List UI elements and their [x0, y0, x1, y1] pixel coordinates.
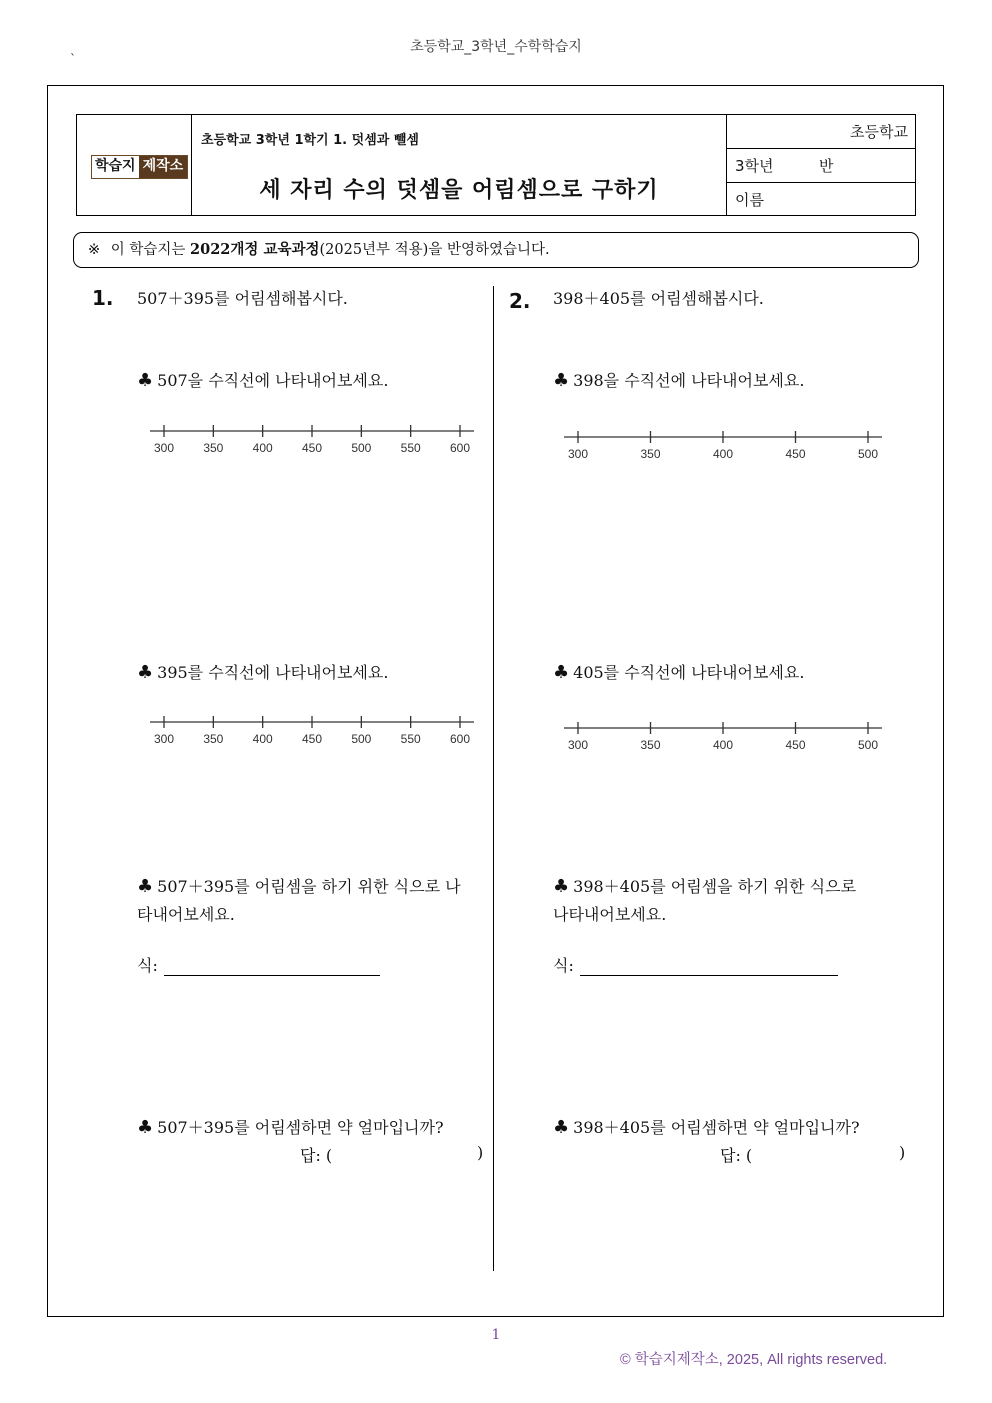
numberline-tick-label: 600 [449, 732, 471, 746]
q1-step3 [137, 873, 487, 929]
school-row [727, 115, 916, 149]
q2-answer-close: ) [899, 1143, 906, 1162]
school-label: 초등학교 [850, 123, 908, 141]
club-icon: ♣ [553, 1117, 570, 1138]
q1-answer-close: ) [477, 1143, 484, 1162]
q1-formula [137, 953, 380, 976]
q1-step2-text: 395를 수직선에 나타내어보세요. [157, 663, 389, 682]
title-table [76, 114, 916, 216]
logo-part-1: 학습지 [92, 156, 139, 178]
q2-formula [553, 953, 838, 976]
q2-formula-label: 식: [553, 956, 574, 975]
numberline-tick-label: 500 [351, 441, 372, 455]
class-label: 반 [819, 157, 834, 175]
q1-answer-label: 답: ( [300, 1146, 333, 1165]
q2-answer-blank[interactable] [768, 1143, 896, 1163]
q2-answer-label: 답: ( [720, 1146, 753, 1165]
q2-step2 [553, 660, 804, 683]
numberline-tick-label: 400 [252, 441, 273, 455]
notice-mark: ※ [88, 242, 101, 258]
club-icon: ♣ [553, 662, 570, 683]
q2-prompt: 398＋405를 어림셈해봅시다. [553, 289, 764, 308]
numberline-tick-label: 350 [203, 732, 224, 746]
numberline-tick-label: 350 [640, 738, 661, 752]
q1-answer-blank[interactable] [348, 1143, 474, 1163]
numberline-tick-label: 300 [567, 738, 589, 752]
stray-mark: ` [70, 52, 76, 66]
copyright-notice: © 학습지제작소, 2025, All rights reserved. [620, 1352, 888, 1368]
q1-step3-text-b: 타내어보세요. [137, 905, 235, 924]
q2-step3 [553, 873, 903, 929]
grade-row[interactable] [727, 149, 916, 183]
q2-numberline-1[interactable] [562, 426, 884, 466]
club-icon: ♣ [137, 1117, 154, 1138]
q1-step1-text: 507을 수직선에 나타내어보세요. [157, 371, 389, 390]
q2-step1 [553, 368, 804, 391]
q1-step3-text-a: 507＋395를 어림셈을 하기 위한 식으로 나 [157, 877, 461, 896]
numberline-tick-label: 450 [785, 738, 806, 752]
numberline-tick-label: 550 [400, 732, 421, 746]
q2-step4 [553, 1115, 860, 1138]
numberline-tick-label: 300 [153, 732, 175, 746]
club-icon: ♣ [137, 662, 154, 683]
q2-formula-blank[interactable] [580, 974, 838, 976]
numberline-tick-label: 400 [712, 447, 734, 461]
page-number: 1 [491, 1327, 501, 1343]
q2-step1-text: 398을 수직선에 나타내어보세요. [573, 371, 805, 390]
numberline-tick-label: 450 [301, 732, 323, 746]
numberline-tick-label: 400 [712, 738, 734, 752]
q2-step4-text: 398＋405를 어림셈하면 약 얼마입니까? [573, 1118, 860, 1137]
notice-bold: 2022개정 교육과정 [190, 241, 320, 258]
q2-numberline-2[interactable] [562, 717, 884, 757]
q1-number: 1. [92, 286, 114, 310]
name-row[interactable] [727, 183, 916, 215]
logo-part-2: 제작소 [139, 156, 188, 178]
q1-step4 [137, 1115, 444, 1138]
q1-prompt: 507＋395를 어림셈해봅시다. [137, 289, 348, 308]
numberline-tick-label: 450 [301, 441, 323, 455]
q1-numberline-2[interactable] [148, 711, 476, 751]
q2-step2-text: 405를 수직선에 나타내어보세요. [573, 663, 805, 682]
numberline-tick-label: 500 [351, 732, 372, 746]
numberline-tick-label: 500 [857, 447, 879, 461]
q2-step3-text-b: 나타내어보세요. [553, 905, 667, 924]
notice-text-1: 이 학습지는 [110, 242, 191, 258]
q1-step4-text: 507＋395를 어림셈하면 약 얼마입니까? [157, 1118, 444, 1137]
numberline-tick-label: 450 [785, 447, 806, 461]
q1-step1 [137, 368, 388, 391]
numberline-tick-label: 550 [400, 441, 421, 455]
numberline-tick-label: 500 [857, 738, 879, 752]
q2-step3-text-a: 398＋405를 어림셈을 하기 위한 식으로 [573, 877, 857, 896]
logo-cell [77, 115, 192, 215]
numberline-tick-label: 350 [203, 441, 224, 455]
student-info [726, 115, 915, 215]
notice-text-2: (2025년부 적용)을 반영하였습니다. [319, 242, 550, 258]
q1-formula-blank[interactable] [164, 974, 380, 976]
unit-subtitle: 초등학교 3학년 1학기 1. 덧셈과 뺄셈 [201, 133, 419, 148]
club-icon: ♣ [553, 876, 570, 897]
club-icon: ♣ [553, 370, 570, 391]
worksheet-title: 세 자리 수의 덧셈을 어림셈으로 구하기 [259, 178, 659, 203]
club-icon: ♣ [137, 876, 154, 897]
numberline-tick-label: 400 [252, 732, 273, 746]
numberline-tick-label: 600 [449, 441, 471, 455]
name-label: 이름 [735, 191, 764, 209]
numberline-tick-label: 300 [153, 441, 175, 455]
numberline-tick-label: 350 [640, 447, 661, 461]
curriculum-notice [73, 232, 919, 268]
q1-formula-label: 식: [137, 956, 158, 975]
numberline-tick-label: 300 [567, 447, 589, 461]
grade-label: 3학년 [735, 157, 774, 175]
q1-numberline-1[interactable] [148, 420, 476, 460]
document-header: 초등학교_3학년_수학학습지 [410, 39, 582, 55]
q2-number: 2. [509, 289, 531, 313]
column-divider [493, 286, 494, 1271]
logo [91, 155, 188, 179]
q1-step2 [137, 660, 388, 683]
club-icon: ♣ [137, 370, 154, 391]
